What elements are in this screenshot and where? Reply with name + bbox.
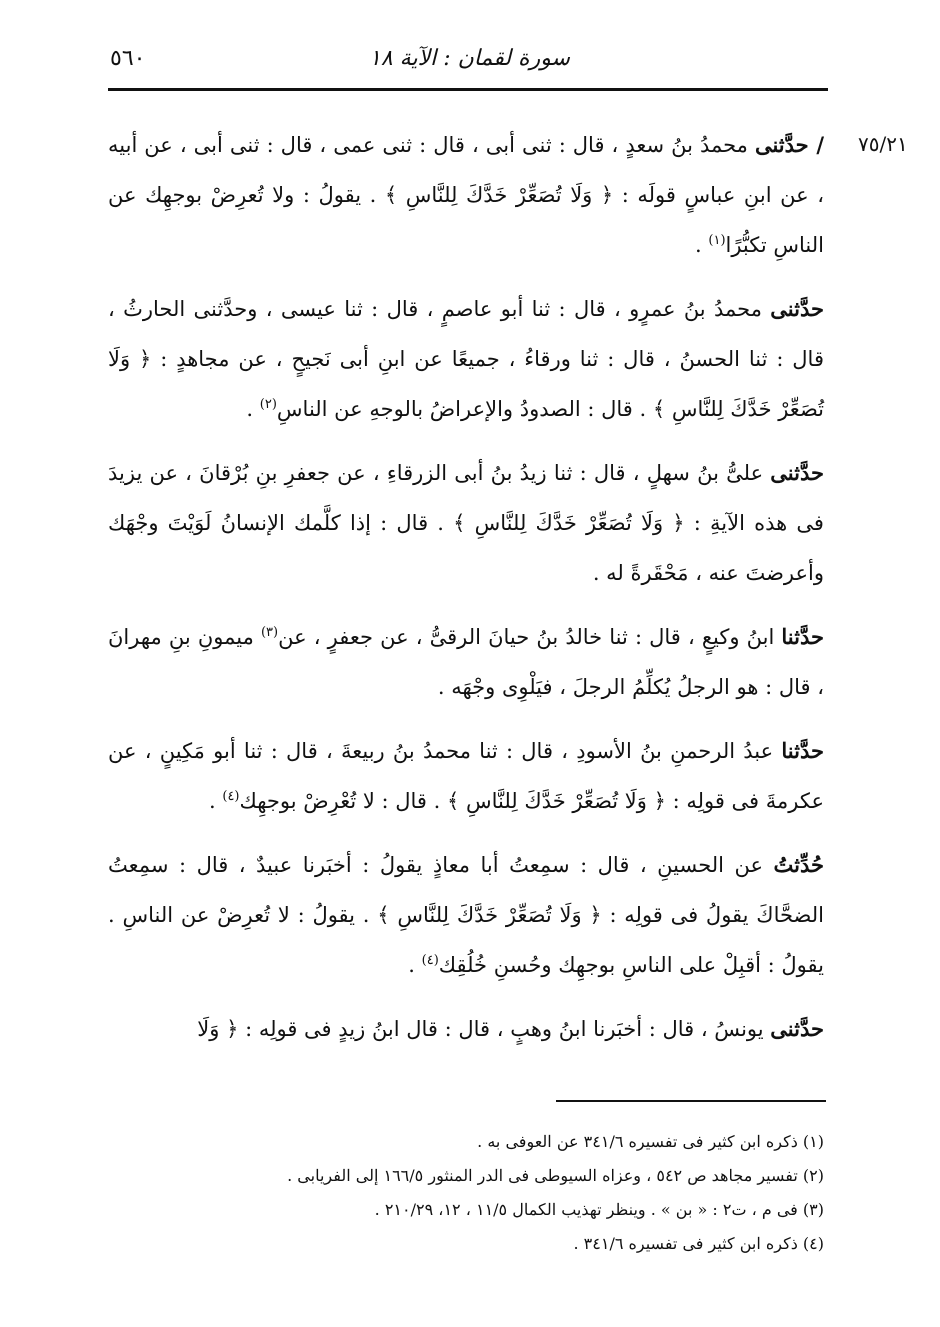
- paragraph-end: .: [408, 953, 422, 977]
- paragraph-text: علىُّ بنُ سهلٍ ، قال : ثنا زيدُ بنُ أبى الزرقاءِ ، عن جعفرِ بنِ بُرْقانَ ، عن يزيدَ فى هذه الآيةِ :: [108, 461, 824, 535]
- footnote-3: (٣) فى م ، ت٢ : « بن » . وينظر تهذيب الكمال ١١/٥ ، ١٢، ٢١٠/٢٩ .: [374, 1200, 824, 1219]
- paragraph-7: [108, 1004, 824, 1054]
- footnote-marker[interactable]: (٣): [260, 625, 279, 640]
- paragraph-text: . قال : إذا كلَّمك الإنسانُ لَوَيْتَ وجْهَك وأعرضتَ عنه ، مَحْقَرةً له .: [108, 511, 824, 585]
- page-number: ٥٦٠: [110, 46, 146, 71]
- quran-verse: ﴿ وَلَا تُصَعِّرْ خَدَّكَ لِلنَّاسِ ﴾: [384, 183, 614, 207]
- paragraph-text: عبدُ الرحمنِ بنُ الأسودِ ، قال : ثنا محمدُ بنُ ربيعةَ ، قال : ثنا أبو مَكِينٍ ، عن عكرمةَ فى قولِه :: [108, 739, 824, 813]
- narration-lead: حدَّثنا: [781, 738, 824, 763]
- paragraph-end: .: [695, 233, 709, 257]
- paragraph-5: [108, 726, 824, 826]
- paragraph-text: . يقولُ : ولا تُعرِضْ بوجهِك عن الناسِ تكبُّرًا: [108, 183, 824, 257]
- paragraph-1: [108, 120, 824, 270]
- paragraph-text: محمدُ بنُ سعدٍ ، قال : ثنى أبى ، قال : ثنى عمى ، قال : ثنى أبى ، عن أبيه ، عن ابنِ عباسٍ قولَه :: [108, 133, 824, 207]
- quran-verse: ﴿ وَلَا تُصَعِّرْ خَدَّكَ لِلنَّاسِ ﴾: [453, 511, 685, 535]
- narration-lead: / حدَّثنى: [754, 132, 824, 157]
- quran-verse: ﴿ وَلَا: [197, 1017, 239, 1041]
- footnote-marker[interactable]: (٤): [222, 789, 240, 804]
- narration-lead: حدَّثنى: [770, 1016, 824, 1041]
- footnote-marker[interactable]: (١): [708, 233, 726, 248]
- narration-lead: حدَّثنا: [781, 624, 824, 649]
- footnote-marker[interactable]: (٤): [421, 953, 439, 968]
- narration-lead: حدَّثنى: [770, 296, 824, 321]
- paragraph-2: [108, 284, 824, 434]
- paragraph-text: يونسُ ، قال : أخبَرنا ابنُ وهبٍ ، قال : قال ابنُ زيدٍ فى قولِه :: [238, 1017, 771, 1041]
- footnote-4: (٤) ذكره ابن كثير فى تفسيره ٣٤١/٦ .: [573, 1234, 824, 1253]
- paragraph-text: ابنُ وكيعٍ ، قال : ثنا خالدُ بنُ حيانَ الرقىُّ ، عن جعفرٍ ، عن: [278, 625, 782, 649]
- quran-verse: ﴿ وَلَا تُصَعِّرْ خَدَّكَ لِلنَّاسِ ﴾: [377, 903, 602, 927]
- paragraph-end: .: [209, 789, 223, 813]
- quran-verse: ﴿ وَلَا تُصَعِّرْ خَدَّكَ لِلنَّاسِ ﴾: [108, 347, 824, 421]
- running-header: [110, 40, 830, 86]
- footnote-1: (١) ذكره ابن كثير فى تفسيره ٣٤١/٦ عن العوفى به .: [477, 1132, 824, 1151]
- paragraph-text: محمدُ بنُ عمرٍو ، قال : ثنا أبو عاصمٍ ، قال : ثنا عيسى ، وحدَّثنى الحارثُ ، قال : ثنا الحسنُ ، قال : ثنا ورقاءُ ، جميعًا عن ابنِ أبى نَجيحٍ ، عن مجاهدٍ :: [108, 297, 824, 371]
- footnote-rule: [556, 1100, 826, 1102]
- footnote-marker[interactable]: (٢): [259, 397, 277, 412]
- paragraph-6: [108, 840, 824, 990]
- paragraph-text: . قال : لا تُعْرِضْ بوجهِك: [239, 789, 447, 813]
- paragraph-text: . يقولُ : لا تُعرِضْ عن الناسِ . يقولُ : أقبِلْ على الناسِ بوجهِك وحُسنِ خُلُقِك: [108, 903, 824, 977]
- header-title: سورة لقمان : الآية ١٨: [369, 46, 570, 71]
- main-text: [108, 120, 824, 1068]
- header-rule: [108, 88, 828, 91]
- narration-lead: حدَّثنى: [770, 460, 824, 485]
- narration-lead: حُدِّثتُ: [773, 852, 824, 877]
- paragraph-end: .: [246, 397, 260, 421]
- paragraph-text: . قال : الصدودُ والإعراضُ بالوجهِ عن الناسِ: [276, 397, 653, 421]
- paragraph-text: عن الحسينِ ، قال : سمِعتُ أبا معاذٍ يقولُ : أخبَرنا عبيدٌ ، قال : سمِعتُ الضحَّاكَ يقولُ فى قولِه :: [108, 853, 824, 927]
- footnotes: [160, 1125, 824, 1261]
- paragraph-3: [108, 448, 824, 598]
- quran-verse: ﴿ وَلَا تُصَعِّرْ خَدَّكَ لِلنَّاسِ ﴾: [446, 789, 666, 813]
- paragraph-end: ميمونِ بنِ مهرانَ ، قال : هو الرجلُ يُكلِّمُ الرجلَ ، فيَلْوِى وجْهَه .: [108, 625, 824, 699]
- footnote-2: (٢) تفسير مجاهد ص ٥٤٢ ، وعزاه السيوطى فى الدر المنثور ١٦٦/٥ إلى الفريابى .: [287, 1166, 824, 1185]
- margin-reference: ٧٥/٢١: [858, 132, 908, 156]
- paragraph-4: [108, 612, 824, 712]
